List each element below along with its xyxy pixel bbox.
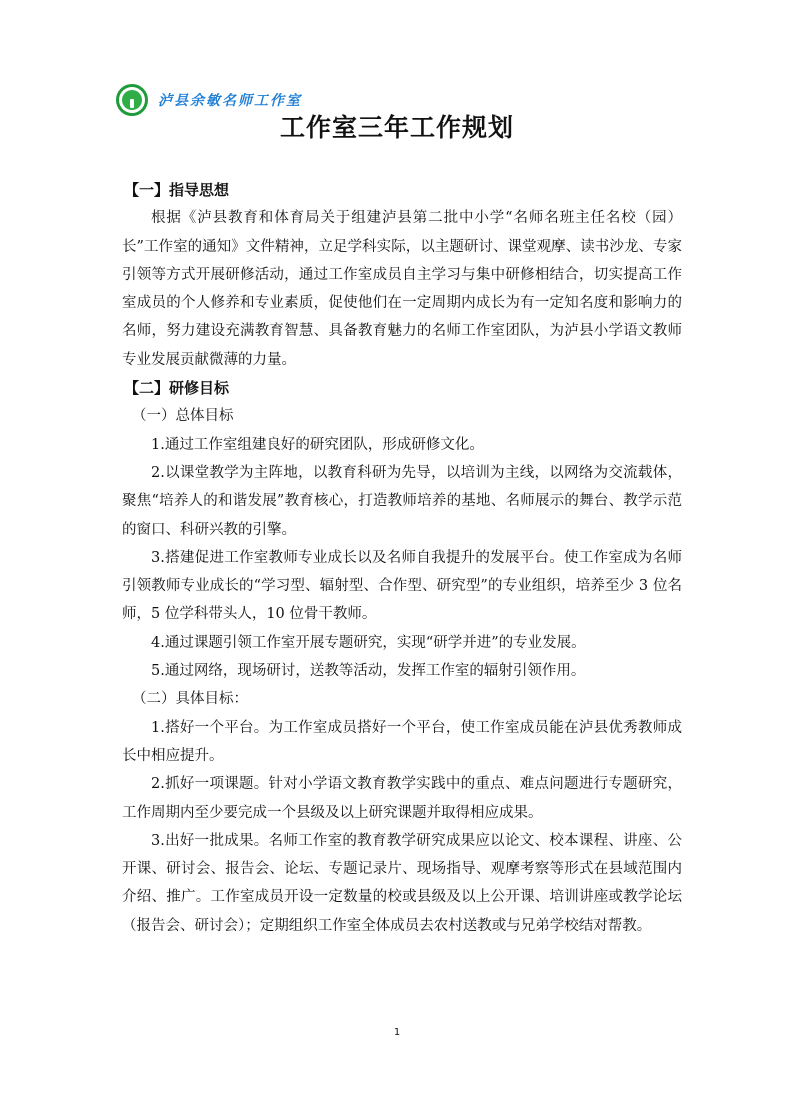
subheading-overall-goals: （一）总体目标: [132, 408, 234, 425]
page-number: 1: [393, 1027, 401, 1038]
section-heading-guiding-ideology: 【一】指导思想: [124, 181, 230, 199]
list-item: 2.以课堂教学为主阵地，以教育科研为先导，以培训为主线，以网络为交流载体，聚焦“培养人的和谐发展”教育核心，打造教师培养的基地、名师展示的舞台、教学示范的窗口、科研兴教的引擎。: [122, 464, 682, 538]
list-item: 5.通过网络，现场研讨，送教等活动，发挥工作室的辐射引领作用。: [151, 663, 586, 680]
page-title: 工作室三年工作规划: [279, 113, 514, 142]
list-item: 3.出好一批成果。名师工作室的教育教学研究成果应以论文、校本课程、讲座、公开课、研讨会、报告会、论坛、专题记录片、现场指导、观摩考察等形式在县域范围内介绍、推广。工作室成员开设一定数量的校或县级及以上公开课、培训讲座或教学论坛（报告会、研讨会）；定期组织工作室全体成员去农村送教或与兄弟学校结对帮教。: [122, 832, 682, 934]
list-item: 2.抓好一项课题。针对小学语文教育教学实践中的重点、难点问题进行专题研究，工作周期内至少要完成一个县级及以上研究课题并取得相应成果。: [122, 776, 682, 821]
list-item: 1.搭好一个平台。为工作室成员搭好一个平台，使工作室成员能在泸县优秀教师成长中相应提升。: [122, 719, 682, 764]
list-item: 4.通过课题引领工作室开展专题研究，实现“研学并进”的专业发展。: [151, 634, 586, 651]
document-body: [122, 176, 682, 940]
paragraph: 根据《泸县教育和体育局关于组建泸县第二批中小学“名师名班主任名校（园）长”工作室的通知》文件精神，立足学科实际，以主题研讨、课堂观摩、读书沙龙、专家引领等方式开展研修活动，通过工作室成员自主学习与集中研修相结合，切实提高工作室成员的个人修养和专业素质，促使他们在一定周期内成长为有一定知名度和影响力的名师，努力建设充满教育智慧、具备教育魅力的名师工作室团队，为泸县小学语文教师专业发展贡献微薄的力量。: [122, 210, 682, 368]
brand-name: 泸县余敏名师工作室: [158, 93, 302, 109]
list-item: 3.搭建促进工作室教师专业成长以及名师自我提升的发展平台。使工作室成为名师引领教师专业成长的“学习型、辐射型、合作型、研究型”的专业组织，培养至少 3 位名师，5 位学科带头人，10 位骨干教师。: [122, 549, 682, 623]
list-item: 1.通过工作室组建良好的研究团队，形成研修文化。: [151, 436, 484, 453]
section-heading-training-goals: 【二】研修目标: [124, 379, 230, 398]
subheading-specific-goals: （二）具体目标：: [132, 691, 248, 708]
tree-icon: [122, 90, 142, 110]
